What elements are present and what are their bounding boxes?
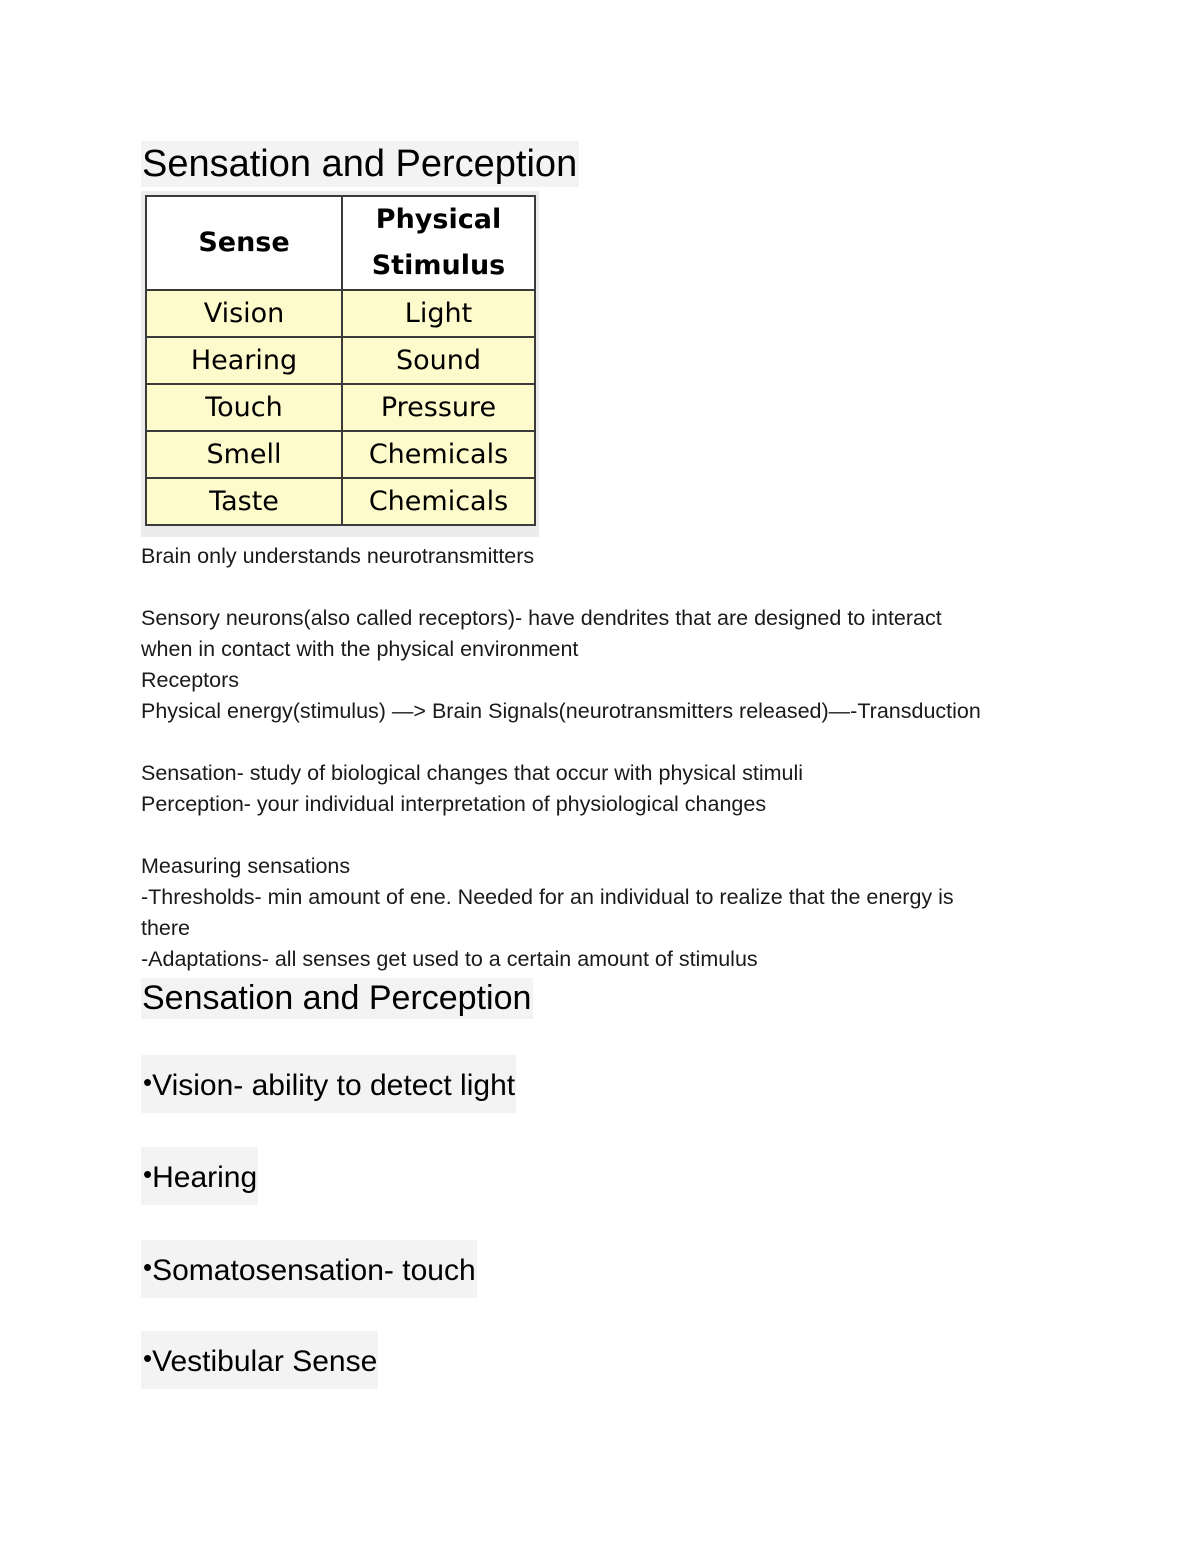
note-line: Brain only understands neurotransmitters <box>141 544 535 568</box>
bullet-text: Somatosensation- touch <box>152 1254 476 1287</box>
cell-stimulus: Pressure <box>342 384 535 431</box>
note-line: there <box>141 916 191 940</box>
senses-table <box>145 195 536 526</box>
note-line: Sensation- study of biological changes that occur with physical stimuli <box>141 761 804 785</box>
section-title: Sensation and Perception <box>142 979 532 1017</box>
bullet-text: Hearing <box>152 1161 258 1194</box>
note-line: Physical energy(stimulus) —> Brain Signals(neurotransmitters released)—-Transduction <box>141 699 981 723</box>
table-header-row <box>146 196 535 290</box>
cell-stimulus: Sound <box>342 337 535 384</box>
note-line: Perception- your individual interpretation of physiological changes <box>141 792 767 816</box>
bullet-item <box>141 1055 516 1113</box>
note-line: Measuring sensations <box>141 854 351 878</box>
bullet-text: Vision- ability to detect light <box>152 1069 516 1102</box>
cell-sense: Hearing <box>146 337 342 384</box>
notes-block <box>141 541 1071 975</box>
bullet-icon: • <box>143 1252 153 1282</box>
table-row <box>146 478 535 525</box>
page-title: Sensation and Perception <box>142 143 578 185</box>
header-word: Stimulus <box>371 250 506 281</box>
bullet-icon: • <box>143 1343 153 1373</box>
senses-table-image <box>141 191 539 537</box>
note-line: when in contact with the physical environment <box>141 637 579 661</box>
header-sense: Sense <box>146 196 342 290</box>
note-line: Receptors <box>141 668 239 692</box>
bullet-text: Vestibular Sense <box>152 1345 378 1378</box>
bullet-item <box>141 1331 378 1389</box>
table-row <box>146 290 535 337</box>
table-row <box>146 431 535 478</box>
bullet-item <box>141 1147 258 1205</box>
note-line: -Thresholds- min amount of ene. Needed for an individual to realize that the energy is <box>141 885 954 909</box>
cell-stimulus: Chemicals <box>342 431 535 478</box>
cell-sense: Smell <box>146 431 342 478</box>
bullet-icon: • <box>143 1067 153 1097</box>
cell-sense: Taste <box>146 478 342 525</box>
table-row <box>146 337 535 384</box>
note-line: -Adaptations- all senses get used to a certain amount of stimulus <box>141 947 758 971</box>
cell-sense: Vision <box>146 290 342 337</box>
table-row <box>146 384 535 431</box>
header-physical-stimulus <box>342 196 535 290</box>
cell-stimulus: Light <box>342 290 535 337</box>
cell-stimulus: Chemicals <box>342 478 535 525</box>
bullet-item <box>141 1240 477 1298</box>
note-line: Sensory neurons(also called receptors)- have dendrites that are designed to interact <box>141 606 942 630</box>
cell-sense: Touch <box>146 384 342 431</box>
bullet-icon: • <box>143 1159 153 1189</box>
header-word: Physical <box>375 204 502 235</box>
